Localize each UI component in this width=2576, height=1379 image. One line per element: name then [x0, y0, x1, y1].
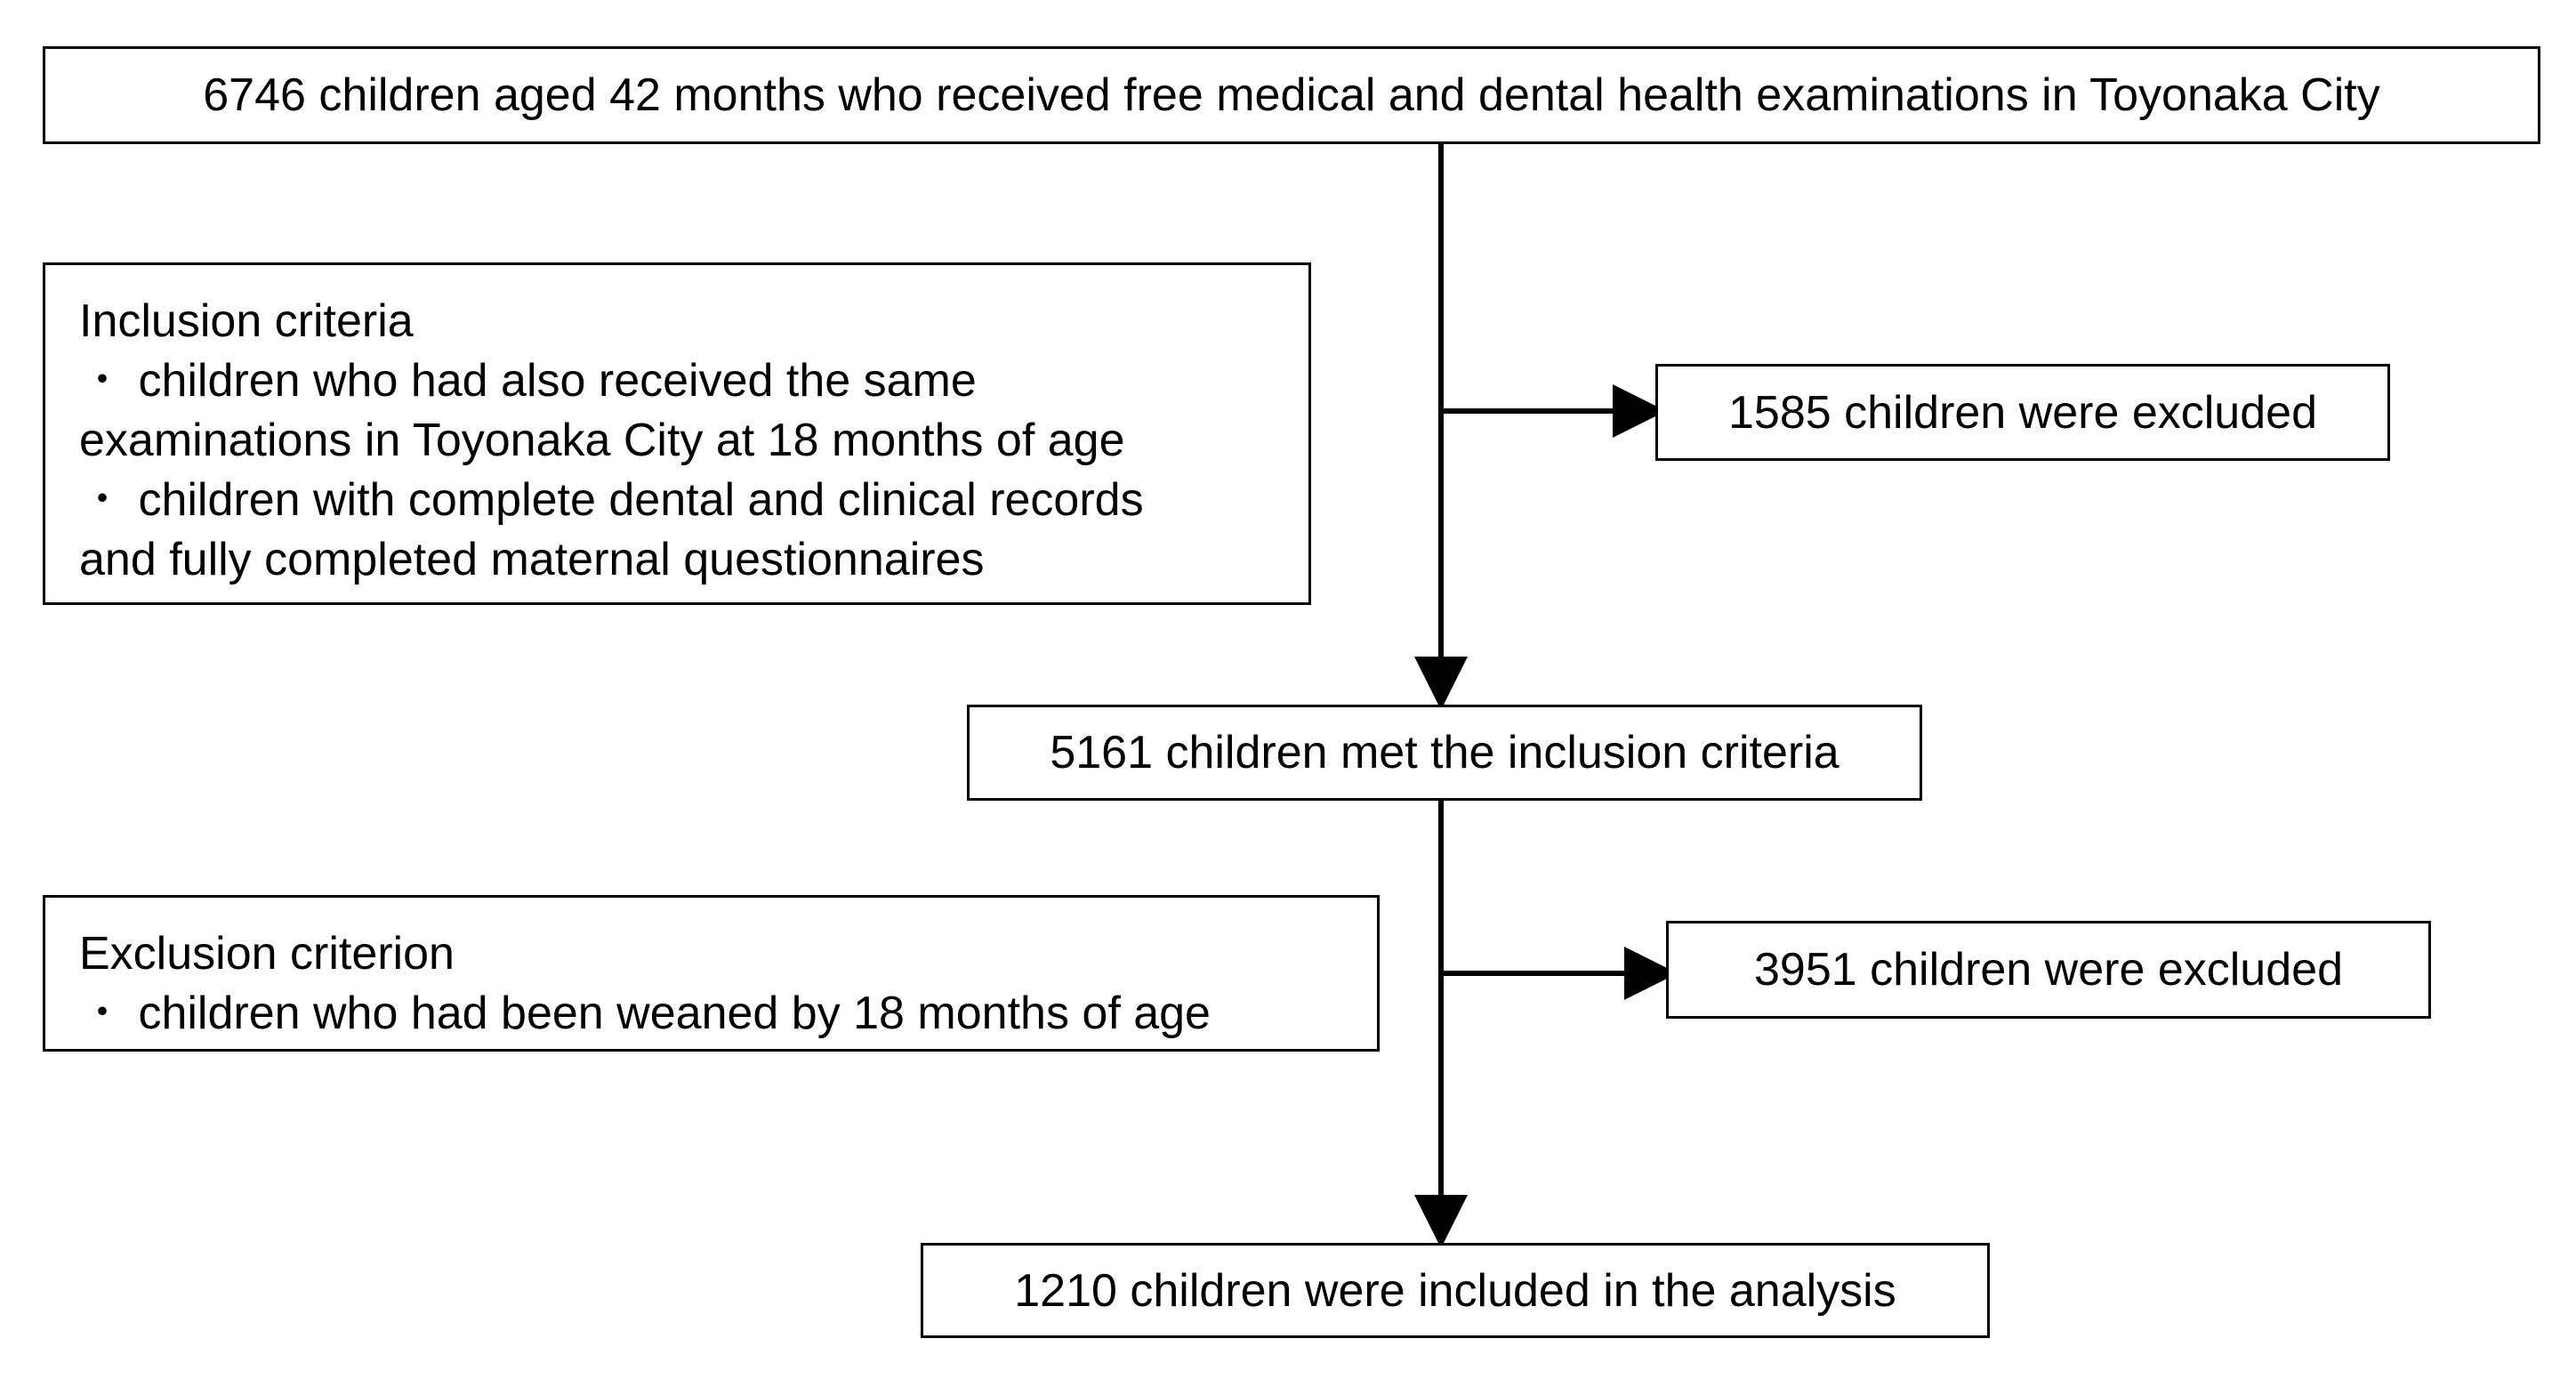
excluded-second-box [1666, 921, 2431, 1019]
excluded-first-box [1655, 364, 2390, 461]
inclusion-criteria-line: examinations in Toyonaka City at 18 months of age [79, 415, 1125, 466]
inclusion-criteria-line: ・ children with complete dental and clinical records [79, 474, 1144, 526]
top-box-text: 6746 children aged 42 months who received free medical and dental health examinations in Toyonaka City [203, 69, 2380, 121]
top-box [43, 46, 2540, 144]
excluded-first-text: 1585 children were excluded [1728, 386, 2317, 439]
exclusion-criterion-line: ・ children who had been weaned by 18 months of age [79, 988, 1211, 1039]
exclusion-criterion-box [43, 895, 1380, 1052]
met-criteria-text: 5161 children met the inclusion criteria [1050, 727, 1839, 778]
inclusion-criteria-line: and fully completed maternal questionnaires [79, 534, 985, 585]
exclusion-criterion-heading: Exclusion criterion [79, 928, 455, 980]
inclusion-criteria-box [43, 262, 1311, 605]
final-box [921, 1243, 1990, 1338]
inclusion-criteria-heading: Inclusion criteria [79, 295, 414, 347]
met-criteria-box [967, 705, 1922, 801]
inclusion-criteria-line: ・ children who had also received the same [79, 355, 977, 407]
final-box-text: 1210 children were included in the analysis [1014, 1264, 1896, 1317]
excluded-second-text: 3951 children were excluded [1754, 944, 2343, 996]
